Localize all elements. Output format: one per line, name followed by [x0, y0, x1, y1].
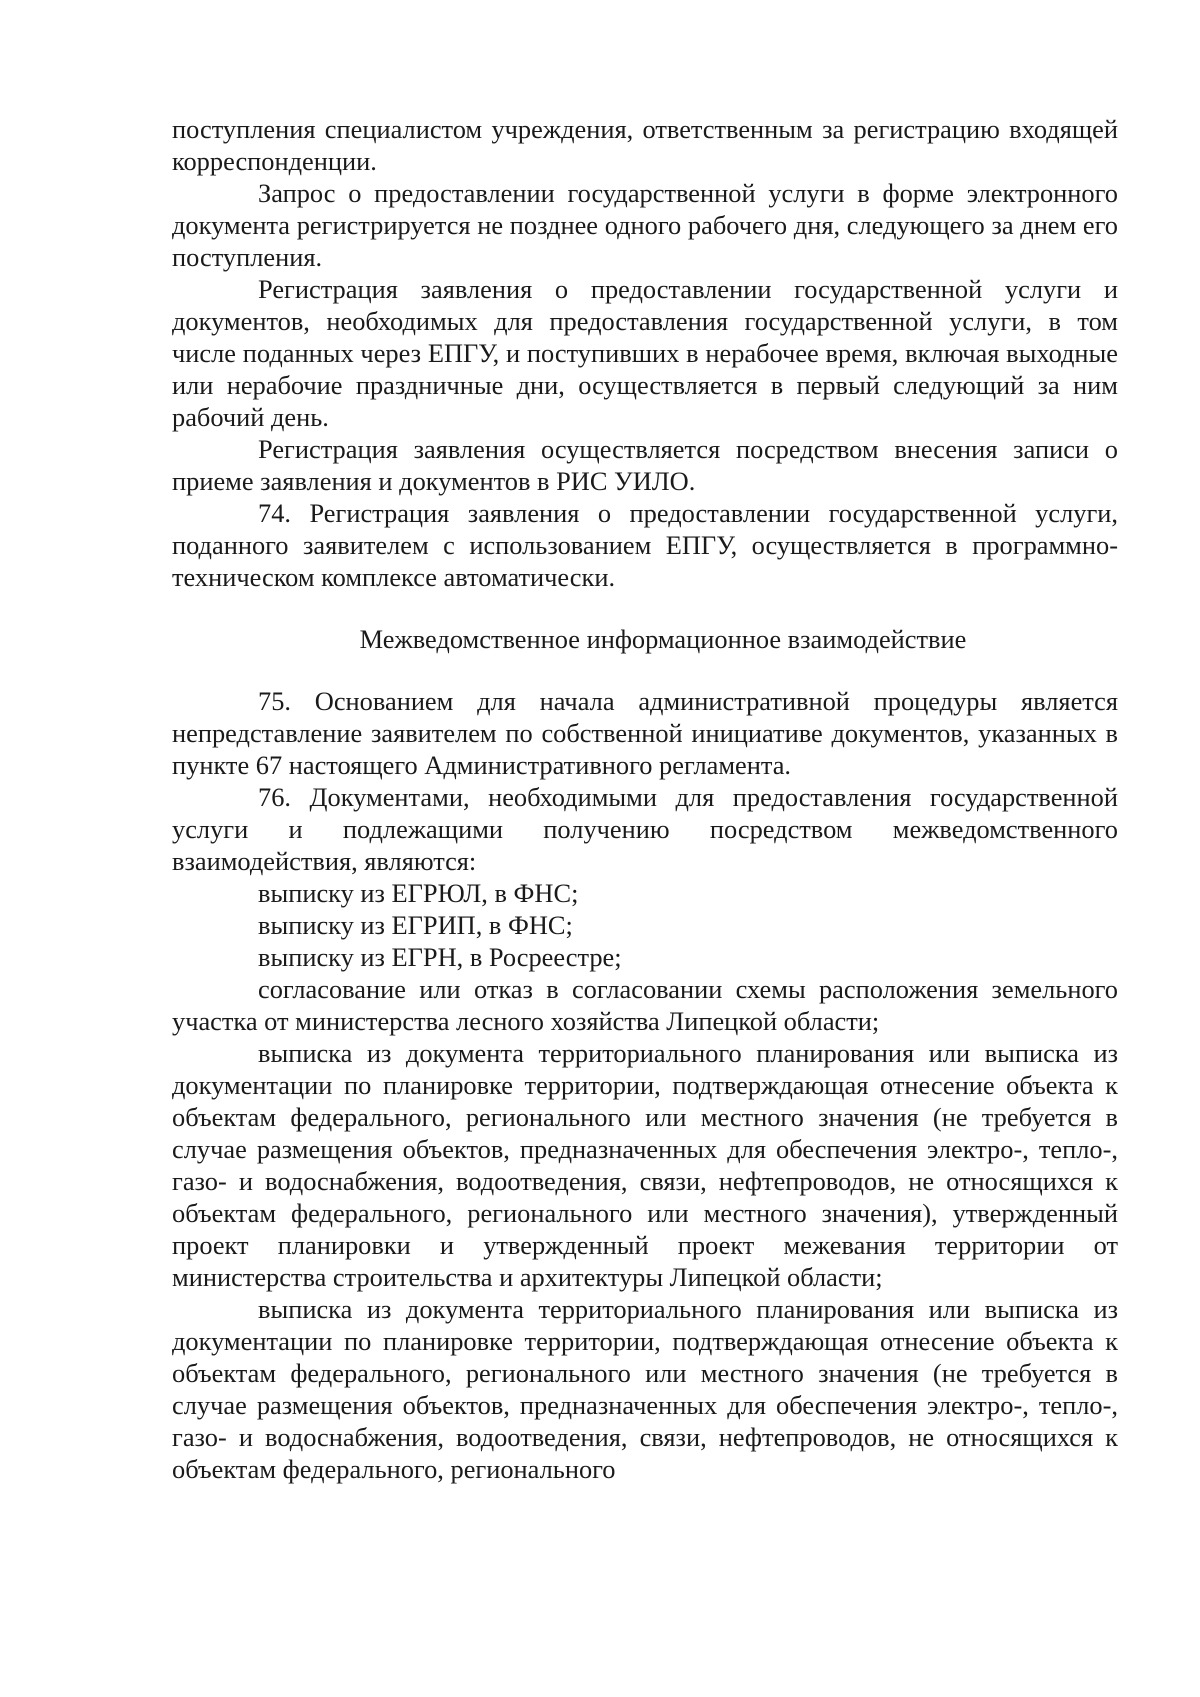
- list-item-egrn: выписку из ЕГРН, в Росреестре;: [258, 942, 622, 972]
- list-item-planning-extract-construction: выписка из документа территориального планирования или выписка из документации по планировке территории, подтверждающая отнесение объекта к объектам федерального, регионального или местного значения (не требуется в случае размещения объектов, предназначенных для обеспечения электро-, тепло-, газо- и водоснабжения, водоотведения, связи, нефтепроводов, не относящихся к объектам федерального, регионального или местного значения), утвержденный проект планировки и утвержденный проект межевания территории от министерства строительства и архитектуры Липецкой области;: [172, 1038, 1118, 1292]
- paragraph-item-75: 75. Основанием для начала административной процедуры является непредставление заявителем по собственной инициативе документов, указанных в пункте 67 настоящего Административного регламента.: [172, 686, 1118, 780]
- paragraph-registration-nonworking-days: Регистрация заявления о предоставлении государственной услуги и документов, необходимых для предоставления государственной услуги, в том числе поданных через ЕПГУ, и поступивших в нерабочее время, включая выходные или нерабочие праздничные дни, осуществляется в первый следующий за ним рабочий день.: [172, 274, 1118, 432]
- paragraph-registration-record: Регистрация заявления осуществляется посредством внесения записи о приеме заявления и документов в РИС УИЛО.: [172, 434, 1118, 496]
- list-item-planning-extract-continued: выписка из документа территориального планирования или выписка из документации по планировке территории, подтверждающая отнесение объекта к объектам федерального, регионального или местного значения (не требуется в случае размещения объектов, предназначенных для обеспечения электро-, тепло-, газо- и водоснабжения, водоотведения, связи, нефтепроводов, не относящихся к объектам федерального, регионального: [172, 1294, 1118, 1484]
- document-page: [172, 113, 1118, 1485]
- list-item-egrip: выписку из ЕГРИП, в ФНС;: [258, 910, 573, 940]
- paragraph-item-74: 74. Регистрация заявления о предоставлении государственной услуги, поданного заявителем с использованием ЕПГУ, осуществляется в программно-техническом комплексе автоматически.: [172, 498, 1118, 592]
- paragraph-item-76: 76. Документами, необходимыми для предоставления государственной услуги и подлежащими получению посредством межведомственного взаимодействия, являются:: [172, 782, 1118, 876]
- list-item-egrul: выписку из ЕГРЮЛ, в ФНС;: [258, 878, 579, 908]
- paragraph-registration-continuation: поступления специалистом учреждения, ответственным за регистрацию входящей корреспонденции.: [172, 114, 1118, 176]
- section-heading: Межведомственное информационное взаимодействие: [359, 624, 967, 654]
- list-item-forestry-approval: согласование или отказ в согласовании схемы расположения земельного участка от министерства лесного хозяйства Липецкой области;: [172, 974, 1118, 1036]
- paragraph-electronic-request: Запрос о предоставлении государственной услуги в форме электронного документа регистрируется не позднее одного рабочего дня, следующего за днем его поступления.: [172, 178, 1118, 272]
